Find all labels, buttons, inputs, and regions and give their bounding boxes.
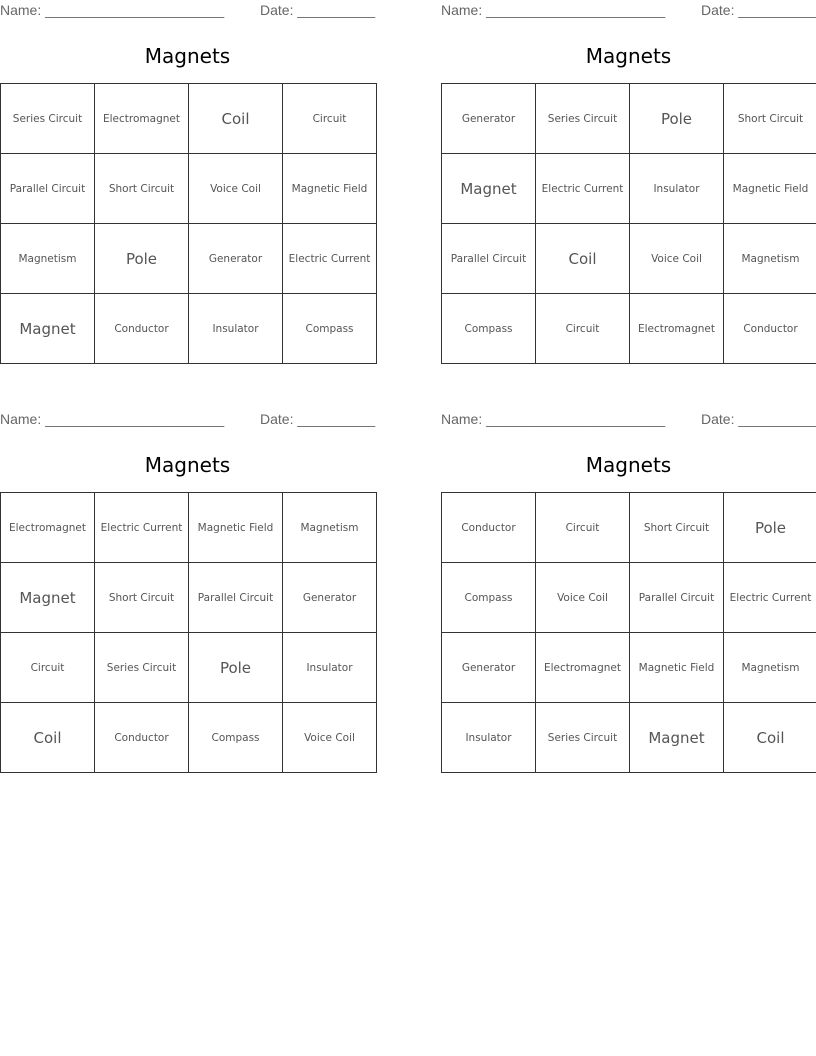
grid-cell: Insulator: [189, 294, 283, 364]
grid-cell: Pole: [95, 224, 189, 294]
grid-cell: Coil: [1, 703, 95, 773]
bingo-grid: [0, 83, 377, 364]
grid-cell: Generator: [442, 633, 536, 703]
name-field[interactable]: Name: _______________________: [0, 411, 225, 427]
grid-cell: Magnetism: [1, 224, 95, 294]
grid-cell: Short Circuit: [630, 493, 724, 563]
grid-cell: Magnetism: [283, 493, 377, 563]
bingo-grid: [0, 492, 377, 773]
grid-cell: Voice Coil: [630, 224, 724, 294]
grid-cell: Magnetic Field: [630, 633, 724, 703]
grid-cell: Insulator: [283, 633, 377, 703]
bingo-card-3: [0, 409, 375, 774]
grid-cell: Series Circuit: [536, 84, 630, 154]
grid-cell: Magnet: [1, 294, 95, 364]
grid-cell: Parallel Circuit: [1, 154, 95, 224]
grid-cell: Parallel Circuit: [442, 224, 536, 294]
grid-row: [442, 563, 816, 633]
header-line: [441, 411, 816, 429]
grid-cell: Pole: [189, 633, 283, 703]
grid-cell: Electromagnet: [1, 493, 95, 563]
bingo-card-1: [0, 0, 375, 365]
grid-cell: Electric Current: [95, 493, 189, 563]
grid-cell: Insulator: [442, 703, 536, 773]
grid-cell: Conductor: [442, 493, 536, 563]
grid-row: [1, 633, 377, 703]
card-title: Magnets: [585, 453, 672, 477]
grid-cell: Pole: [630, 84, 724, 154]
header-line: [441, 2, 816, 20]
grid-cell: Voice Coil: [283, 703, 377, 773]
date-field[interactable]: Date: __________: [260, 411, 376, 427]
bingo-grid: [441, 492, 816, 773]
grid-cell: Electric Current: [283, 224, 377, 294]
grid-cell: Electromagnet: [630, 294, 724, 364]
grid-row: [442, 633, 816, 703]
grid-row: [1, 154, 377, 224]
grid-cell: Magnetism: [724, 224, 816, 294]
grid-row: [1, 703, 377, 773]
grid-cell: Electromagnet: [95, 84, 189, 154]
bingo-card-4: [441, 409, 816, 774]
grid-cell: Compass: [189, 703, 283, 773]
grid-cell: Short Circuit: [95, 563, 189, 633]
grid-cell: Series Circuit: [536, 703, 630, 773]
grid-row: [1, 294, 377, 364]
name-field[interactable]: Name: _______________________: [0, 2, 225, 18]
grid-cell: Short Circuit: [95, 154, 189, 224]
grid-cell: Series Circuit: [1, 84, 95, 154]
grid-row: [442, 493, 816, 563]
grid-cell: Pole: [724, 493, 816, 563]
header-line: [0, 2, 375, 20]
grid-cell: Electric Current: [724, 563, 816, 633]
grid-cell: Coil: [724, 703, 816, 773]
grid-cell: Conductor: [95, 294, 189, 364]
grid-row: [442, 294, 816, 364]
name-field[interactable]: Name: _______________________: [441, 411, 666, 427]
grid-cell: Generator: [189, 224, 283, 294]
grid-cell: Coil: [536, 224, 630, 294]
grid-row: [1, 84, 377, 154]
grid-row: [442, 154, 816, 224]
grid-cell: Magnet: [1, 563, 95, 633]
grid-cell: Magnet: [442, 154, 536, 224]
grid-cell: Electric Current: [536, 154, 630, 224]
grid-cell: Compass: [442, 563, 536, 633]
grid-cell: Compass: [283, 294, 377, 364]
grid-row: [1, 224, 377, 294]
grid-cell: Voice Coil: [536, 563, 630, 633]
grid-cell: Voice Coil: [189, 154, 283, 224]
card-title: Magnets: [144, 453, 231, 477]
grid-cell: Magnetic Field: [189, 493, 283, 563]
grid-cell: Generator: [442, 84, 536, 154]
grid-cell: Conductor: [95, 703, 189, 773]
grid-cell: Magnetic Field: [724, 154, 816, 224]
grid-cell: Insulator: [630, 154, 724, 224]
card-title: Magnets: [144, 44, 231, 68]
date-field[interactable]: Date: __________: [260, 2, 376, 18]
grid-cell: Coil: [189, 84, 283, 154]
name-field[interactable]: Name: _______________________: [441, 2, 666, 18]
grid-cell: Conductor: [724, 294, 816, 364]
grid-cell: Circuit: [536, 294, 630, 364]
grid-cell: Short Circuit: [724, 84, 816, 154]
grid-cell: Magnet: [630, 703, 724, 773]
grid-cell: Parallel Circuit: [189, 563, 283, 633]
grid-row: [442, 224, 816, 294]
header-line: [0, 411, 375, 429]
bingo-card-2: [441, 0, 816, 365]
grid-row: [442, 703, 816, 773]
grid-cell: Circuit: [283, 84, 377, 154]
grid-row: [1, 493, 377, 563]
date-field[interactable]: Date: __________: [701, 411, 816, 427]
bingo-grid: [441, 83, 816, 364]
card-title: Magnets: [585, 44, 672, 68]
grid-cell: Generator: [283, 563, 377, 633]
grid-cell: Parallel Circuit: [630, 563, 724, 633]
grid-row: [1, 563, 377, 633]
grid-cell: Series Circuit: [95, 633, 189, 703]
grid-cell: Circuit: [536, 493, 630, 563]
grid-cell: Magnetism: [724, 633, 816, 703]
grid-cell: Magnetic Field: [283, 154, 377, 224]
grid-cell: Compass: [442, 294, 536, 364]
date-field[interactable]: Date: __________: [701, 2, 816, 18]
grid-row: [442, 84, 816, 154]
grid-cell: Electromagnet: [536, 633, 630, 703]
grid-cell: Circuit: [1, 633, 95, 703]
